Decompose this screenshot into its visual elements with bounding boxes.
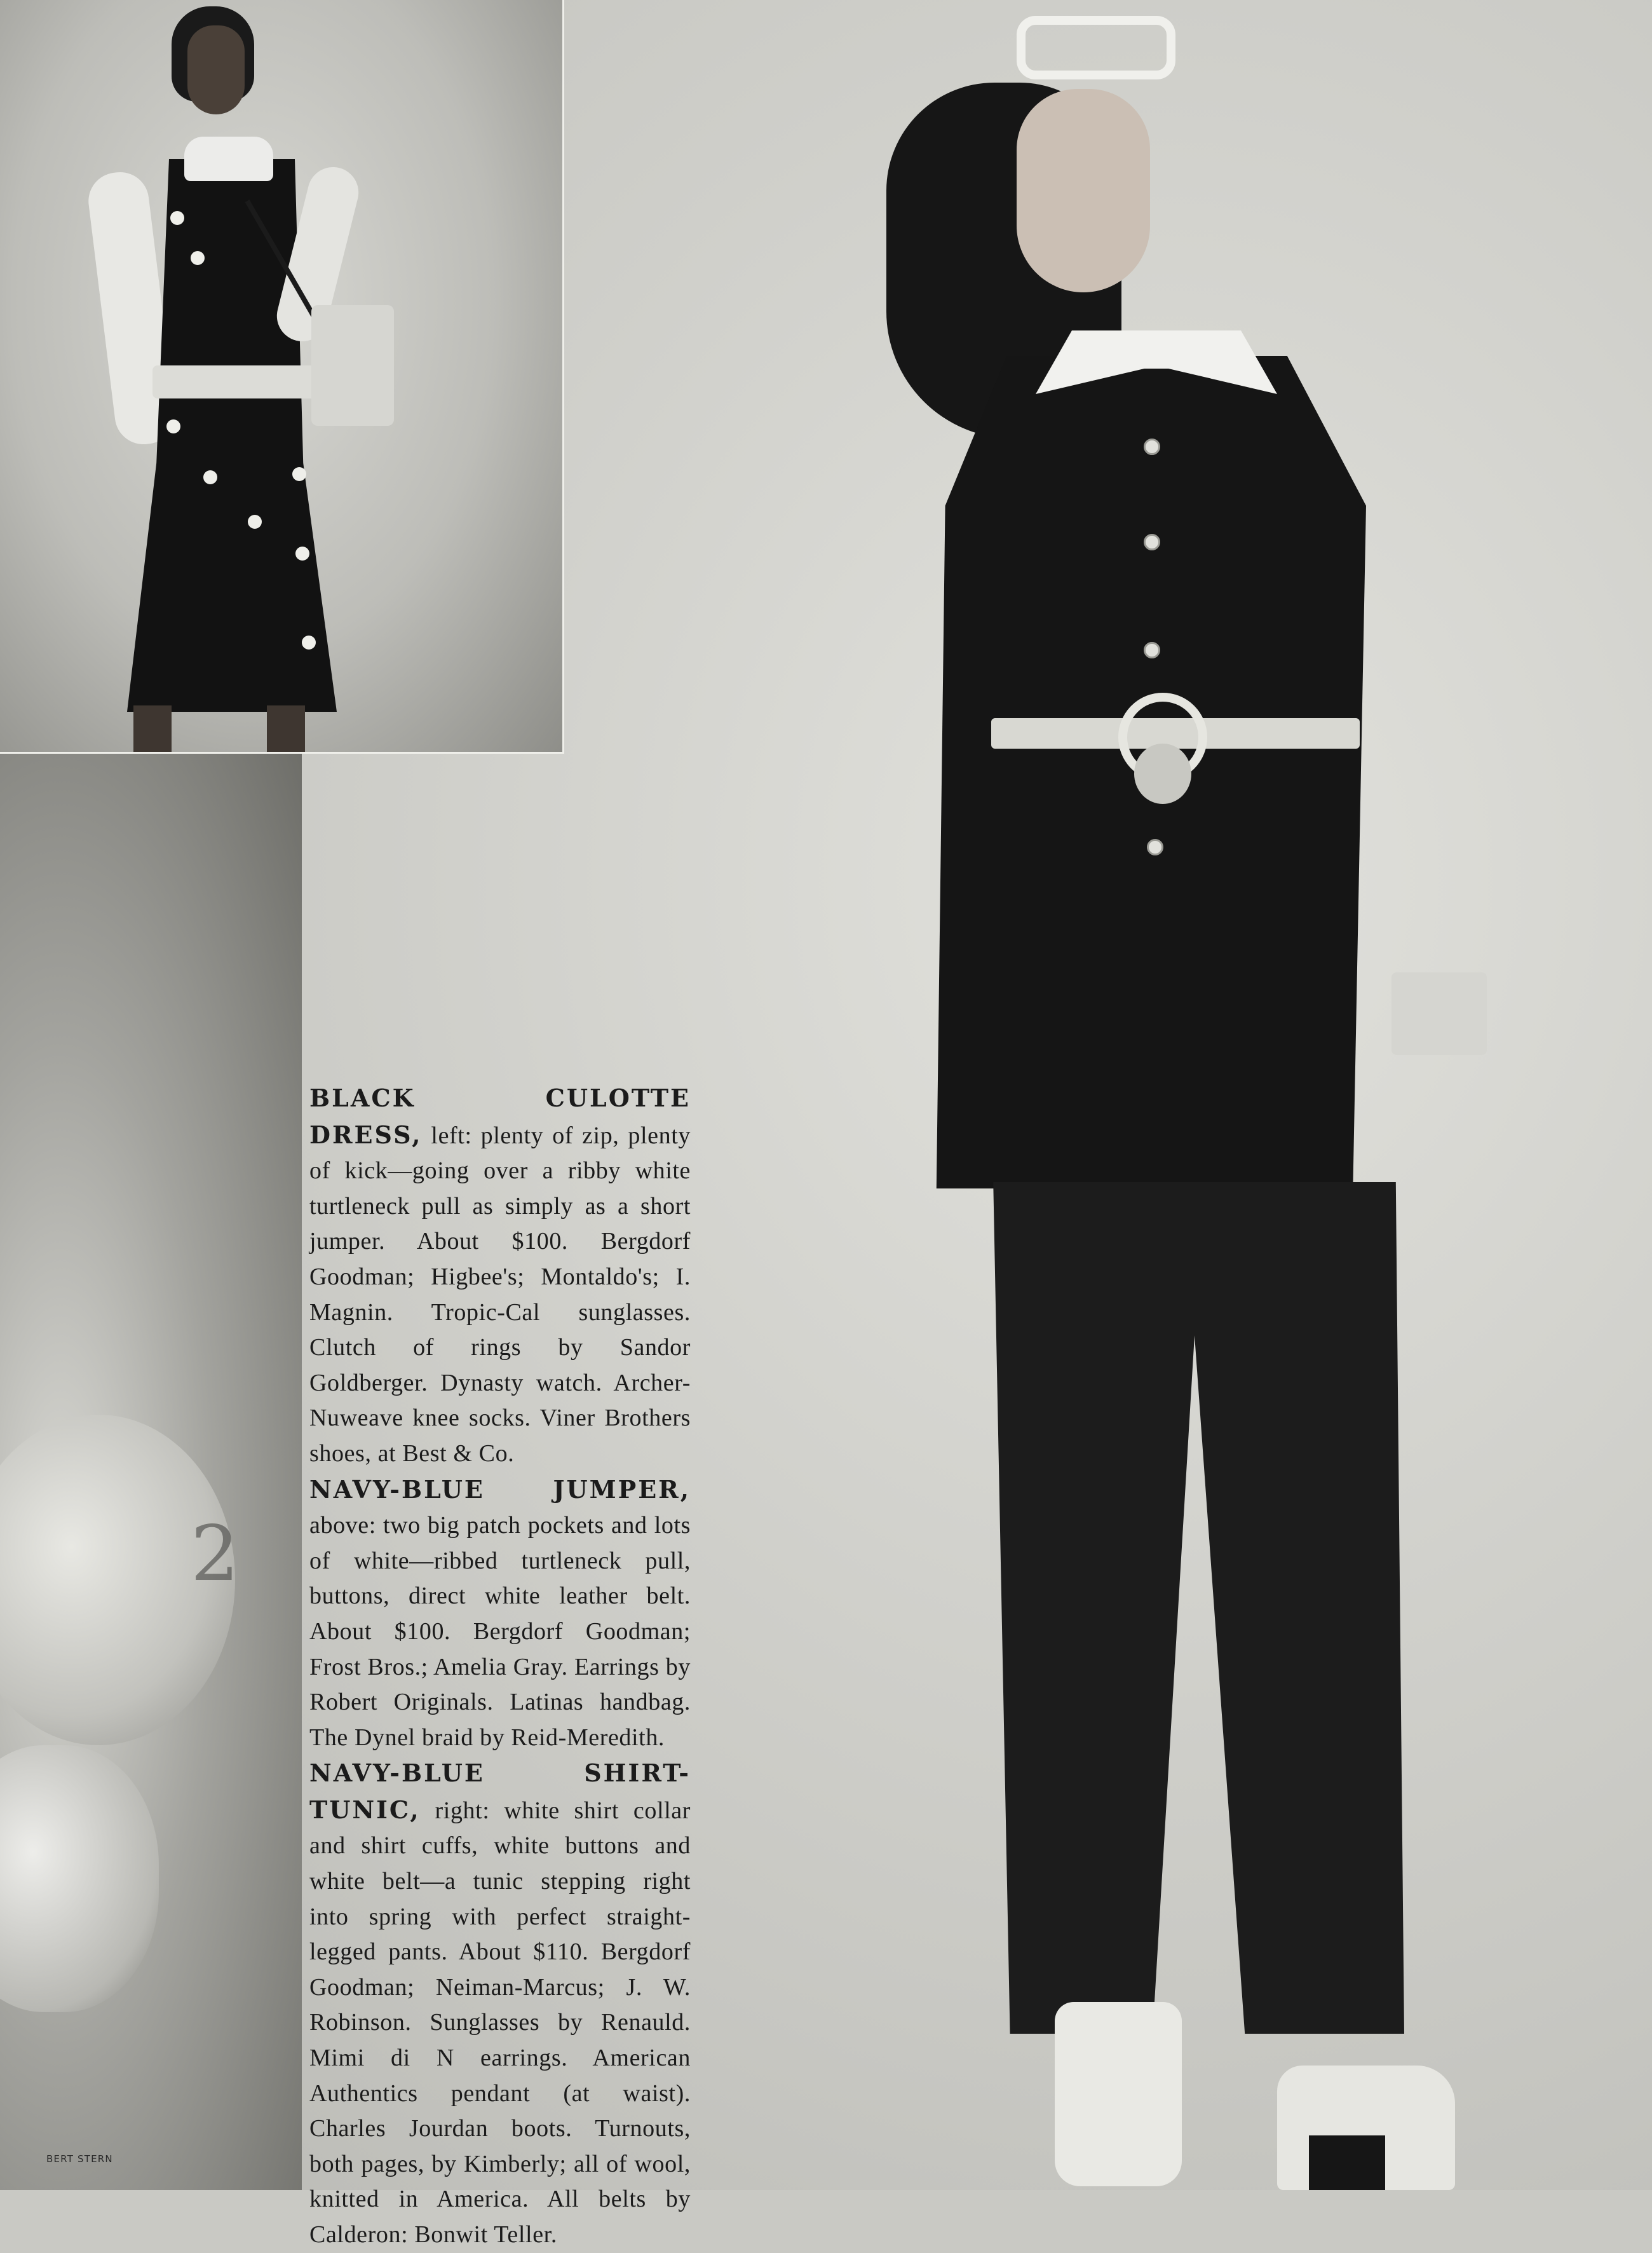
photo-detail-left <box>0 754 302 2190</box>
model-leg <box>267 705 305 754</box>
tunic-button <box>1144 534 1160 550</box>
pendant <box>1134 744 1191 804</box>
turtleneck-collar <box>184 137 273 181</box>
model-face <box>187 25 245 114</box>
jumper-button <box>166 419 180 433</box>
model-leg <box>133 705 172 754</box>
handbag <box>311 305 394 426</box>
sunglasses <box>1017 16 1175 79</box>
caption-navy-blue-jumper <box>309 1472 691 1756</box>
photo-navy-blue-shirt-tunic <box>737 0 1652 2190</box>
boot-heel <box>1309 2135 1385 2190</box>
tunic-button <box>1144 642 1160 658</box>
tunic-button <box>1144 439 1160 455</box>
jumper-button <box>292 467 306 481</box>
jumper-button <box>302 636 316 650</box>
caption-heading: BLACK CULOTTE DRESS, <box>309 1084 691 1149</box>
caption-black-culotte-dress <box>309 1080 691 1472</box>
caption-text: right: white shirt collar and shirt cuffs, white buttons and white belt—a tunic stepping right into spring with perfect straight-legged pants. About $110. Bergdorf Goodman; Neiman-Marcus; J. W. Robinson. Sunglasses by Renauld. Mimi di N earrings. American Authentics pendant (at waist). Charles Jourdan boots. Turnouts, both pages, by Kimberly; all of wool, knitted in America. All belts by Calderon: Bonwit Teller. <box>309 1797 691 2248</box>
white-boot <box>1055 2002 1182 2186</box>
caption-text: above: two big patch pockets and lots of white—ribbed turtleneck pull, buttons, direct white leather belt. About $100. Bergdorf Goodman; Frost Bros.; Amelia Gray. Earrings by Robert Originals. Latinas handbag. The Dynel braid by Reid-Meredith. <box>309 1512 691 1751</box>
photo-navy-blue-jumper <box>0 0 564 754</box>
jumper-button <box>203 470 217 484</box>
caption-navy-blue-shirt-tunic <box>309 1755 691 2252</box>
caption-heading: NAVY-BLUE SHIRT-TUNIC, <box>309 1759 691 1824</box>
caption-copy <box>309 1080 691 2253</box>
jumper-button <box>170 211 184 225</box>
white-shirt-cuff <box>1391 972 1487 1055</box>
numeral-tag: 2 <box>191 1510 240 1598</box>
tunic-button <box>1147 839 1163 855</box>
soft-knit-shape <box>0 1745 159 2012</box>
model-face <box>1017 89 1150 292</box>
photo-credit: BERT STERN <box>46 2153 113 2165</box>
straight-legged-pants <box>985 1182 1404 2034</box>
jumper-button <box>248 515 262 529</box>
jumper-button <box>191 251 205 265</box>
caption-heading: NAVY-BLUE JUMPER, <box>309 1474 691 1504</box>
jumper-button <box>295 547 309 561</box>
caption-text: left: plenty of zip, plenty of kick—going over a ribby white turtleneck pull as simply as a short jumper. About $100. Bergdorf Goodman; Higbee's; Montaldo's; I. Magnin. Tropic-Cal sunglasses. Clutch of rings by Sandor Goldberger. Dynasty watch. Archer-Nuweave knee socks. Viner Brothers shoes, at Best & Co. <box>309 1122 691 1467</box>
